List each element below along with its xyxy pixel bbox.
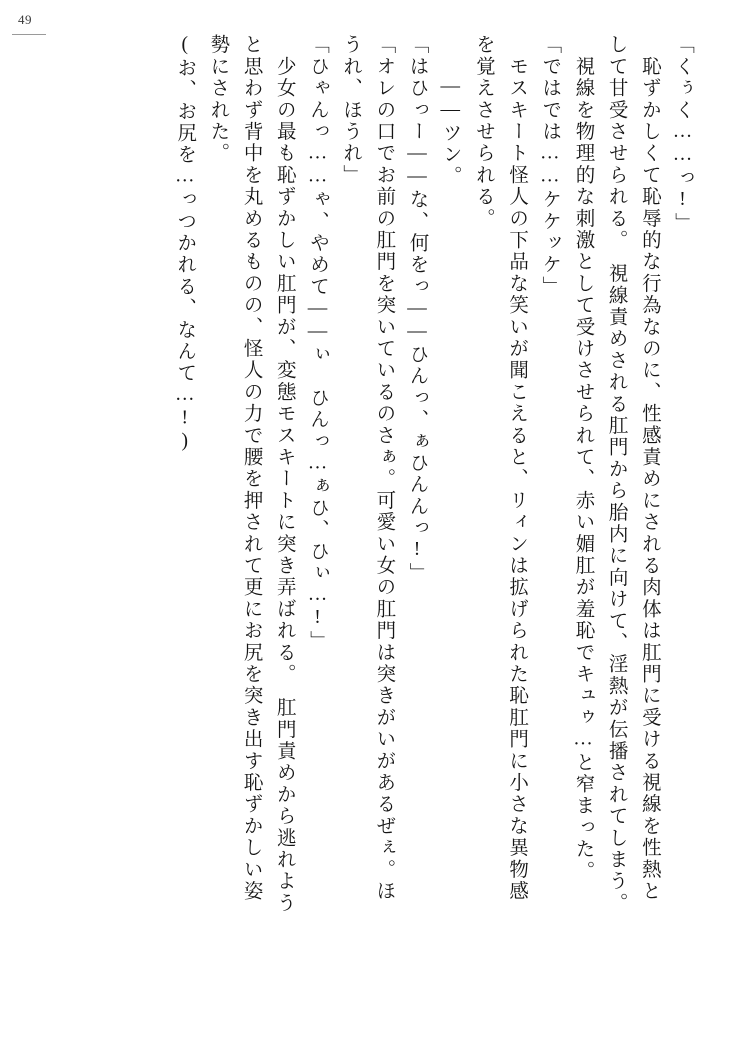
vertical-text-block: [32, 34, 692, 1002]
text-column: を覚えさせられる。: [472, 34, 494, 230]
text-column: 「くぅく……っ!」: [672, 34, 693, 234]
text-column: 恥ずかしくて恥辱的な行為なのに、性感責めにされる肉体は肛門に受ける視線を性熱と: [638, 34, 660, 902]
text-column: 勢にされた。: [207, 34, 229, 165]
text-column: して甘受させられる。 視線責めされる肛門から胎内に向けて、淫熱が伝播されてしまう。: [605, 34, 627, 914]
text-column: 「ではでは……ケケッケ」: [539, 34, 561, 298]
text-column: 視線を物理的な刺激として受けさせられて、赤い媚肛が羞恥でキュゥ…と窄まった。: [572, 34, 594, 882]
page-number: 49: [18, 12, 32, 27]
text-column: 「オレの口でお前の肛門を突いているのさぁ。可愛い女の肛門は突きがいがあるぜぇ。ほ: [373, 34, 395, 902]
text-column: モスキート怪人の下品な笑いが聞こえると、リィンは拡げられた恥肛門に小さな異物感: [506, 34, 528, 902]
text-column: 「はひっー――な、何をっ――ひんっ、ぁひんんっ!」: [406, 34, 428, 584]
text-column: (お、お尻を…っつかれる、なんて…!): [174, 34, 196, 454]
text-column: 少女の最も恥ずかしい肛門が、変態モスキートに突き弄ばれる。 肛門責めから逃れよう: [273, 34, 295, 914]
text-column: うれ、ほうれ」: [340, 34, 362, 186]
text-column: 「ひゃんっ……ゃ、やめて――ぃ ひんっ…ぁひ、ひぃ…!」: [306, 34, 328, 653]
text-column: と思わず背中を丸めるものの、怪人の力で腰を押されて更にお尻を突き出す恥ずかしい姿: [240, 34, 262, 903]
text-column: ――ツン。: [439, 54, 461, 188]
